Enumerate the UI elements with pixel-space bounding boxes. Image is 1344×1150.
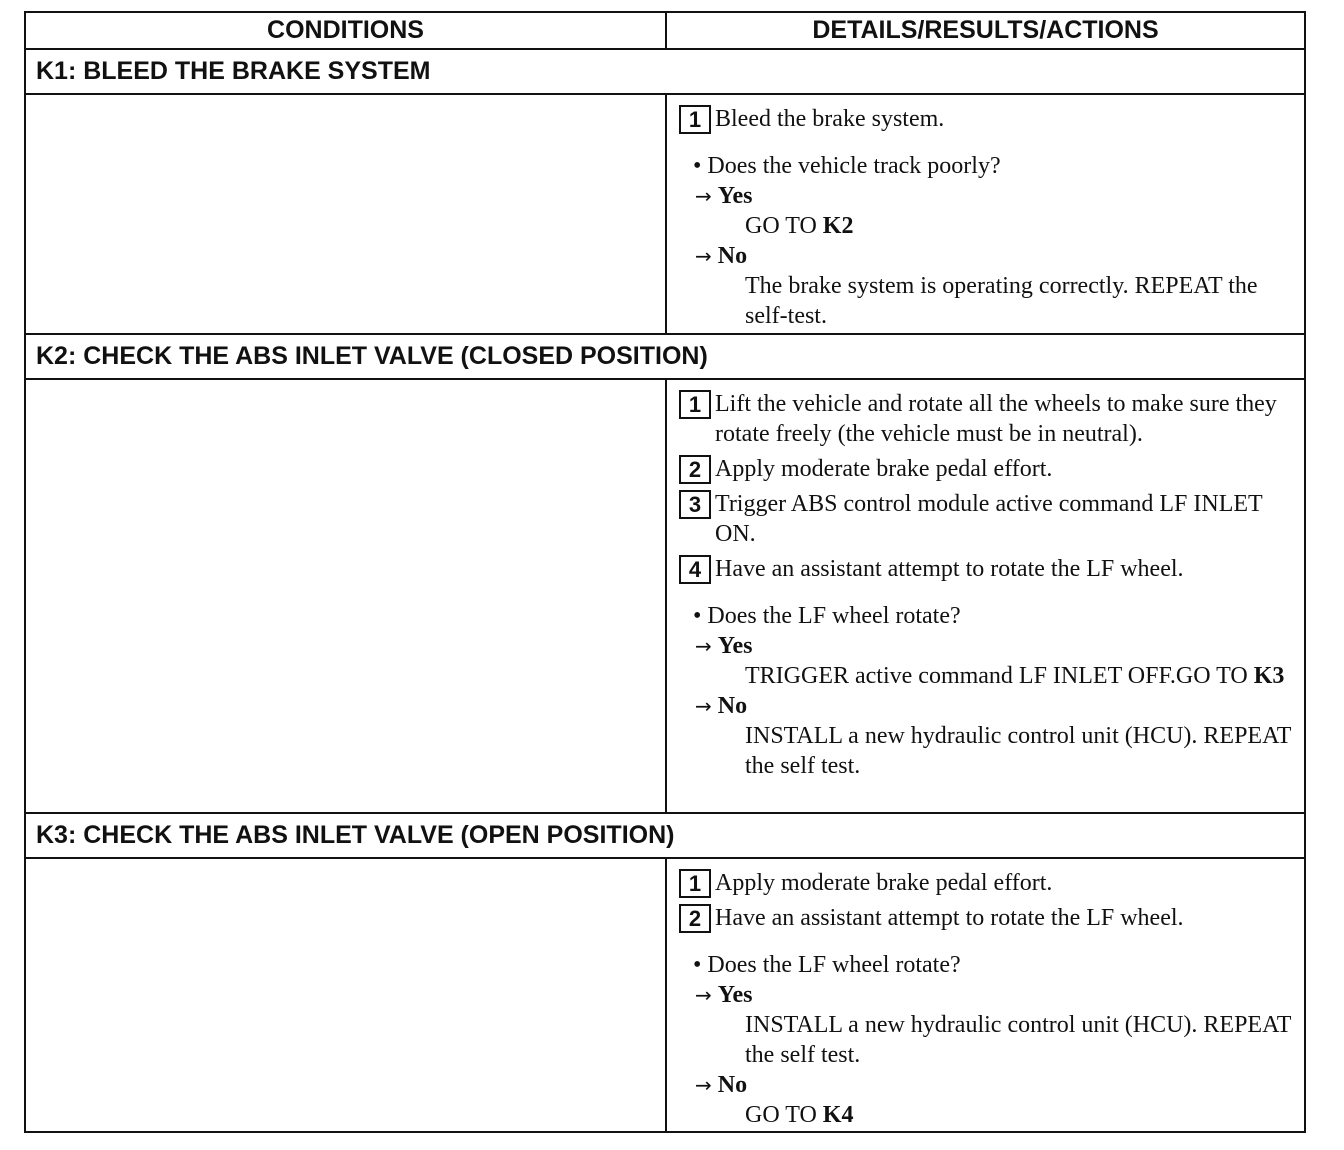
details-cell [667,380,1304,812]
yes-answer [679,980,1298,1010]
section-title-k3: K3: CHECK THE ABS INLET VALVE (OPEN POSITION) [26,814,1304,859]
yes-action [679,661,1298,691]
no-action-text: INSTALL a new hydraulic control unit (HCU). REPEAT the self test. [745,723,1291,779]
yes-answer [679,181,1298,211]
table-header [26,13,1304,50]
diagnostic-table [24,11,1306,1133]
no-action-text: The brake system is operating correctly. REPEAT the self-test. [745,273,1258,329]
details-header: DETAILS/RESULTS/ACTIONS [812,16,1159,44]
question: • Does the LF wheel rotate? [693,603,961,629]
step-text: Have an assistant attempt to rotate the LF wheel. [715,556,1184,582]
no-answer [679,241,1298,271]
step-text: Lift the vehicle and rotate all the wheels to make sure they rotate freely (the vehicle must be in neutral). [715,391,1277,447]
step-number: 3 [679,490,711,519]
arrow-right-icon: → [695,634,712,658]
conditions-cell [26,859,667,1131]
no-answer [679,691,1298,721]
step-number: 1 [679,105,711,134]
conditions-cell [26,95,667,333]
step-item [679,554,1298,584]
yes-label: Yes [717,982,753,1008]
arrow-right-icon: → [695,184,712,208]
section-row-k1 [26,95,1304,335]
step-item [679,454,1298,484]
yes-action [679,1010,1298,1070]
step-number: 1 [679,390,711,419]
section-title-k1: K1: BLEED THE BRAKE SYSTEM [26,50,1304,95]
no-answer [679,1070,1298,1100]
no-label: No [717,693,748,719]
details-cell [667,95,1304,333]
no-label: No [717,243,748,269]
details-cell [667,859,1304,1131]
step-item [679,389,1298,449]
step-item [679,903,1298,933]
step-number: 2 [679,455,711,484]
question: • Does the LF wheel rotate? [693,952,961,978]
yes-ref: K2 [822,213,854,239]
no-ref: K4 [822,1102,854,1128]
step-item [679,104,1298,134]
no-action-text: GO TO [745,1102,823,1128]
arrow-right-icon: → [695,983,712,1007]
step-number: 4 [679,555,711,584]
conditions-cell [26,380,667,812]
yes-label: Yes [717,633,753,659]
section-row-k2 [26,380,1304,814]
yes-action [679,211,1298,241]
conditions-header: CONDITIONS [26,13,667,48]
yes-action-text: GO TO [745,213,823,239]
step-number: 1 [679,869,711,898]
no-label: No [717,1072,748,1098]
arrow-right-icon: → [695,244,712,268]
yes-answer [679,631,1298,661]
step-text: Have an assistant attempt to rotate the LF wheel. [715,905,1184,931]
no-action [679,721,1298,781]
yes-ref: K3 [1253,663,1285,689]
step-text: Apply moderate brake pedal effort. [715,456,1053,482]
no-action [679,271,1298,331]
question: • Does the vehicle track poorly? [693,153,1001,179]
step-text: Trigger ABS control module active command LF INLET ON. [715,491,1263,547]
step-item [679,489,1298,549]
yes-action-text: TRIGGER active command LF INLET OFF.GO TO [745,663,1254,689]
arrow-right-icon: → [695,694,712,718]
no-action [679,1100,1298,1130]
step-text: Apply moderate brake pedal effort. [715,870,1053,896]
yes-action-text: INSTALL a new hydraulic control unit (HCU). REPEAT the self test. [745,1012,1291,1068]
yes-label: Yes [717,183,753,209]
step-item [679,868,1298,898]
section-title-k2: K2: CHECK THE ABS INLET VALVE (CLOSED POSITION) [26,335,1304,380]
section-row-k3 [26,859,1304,1131]
step-text: Bleed the brake system. [715,106,945,132]
step-number: 2 [679,904,711,933]
arrow-right-icon: → [695,1073,712,1097]
